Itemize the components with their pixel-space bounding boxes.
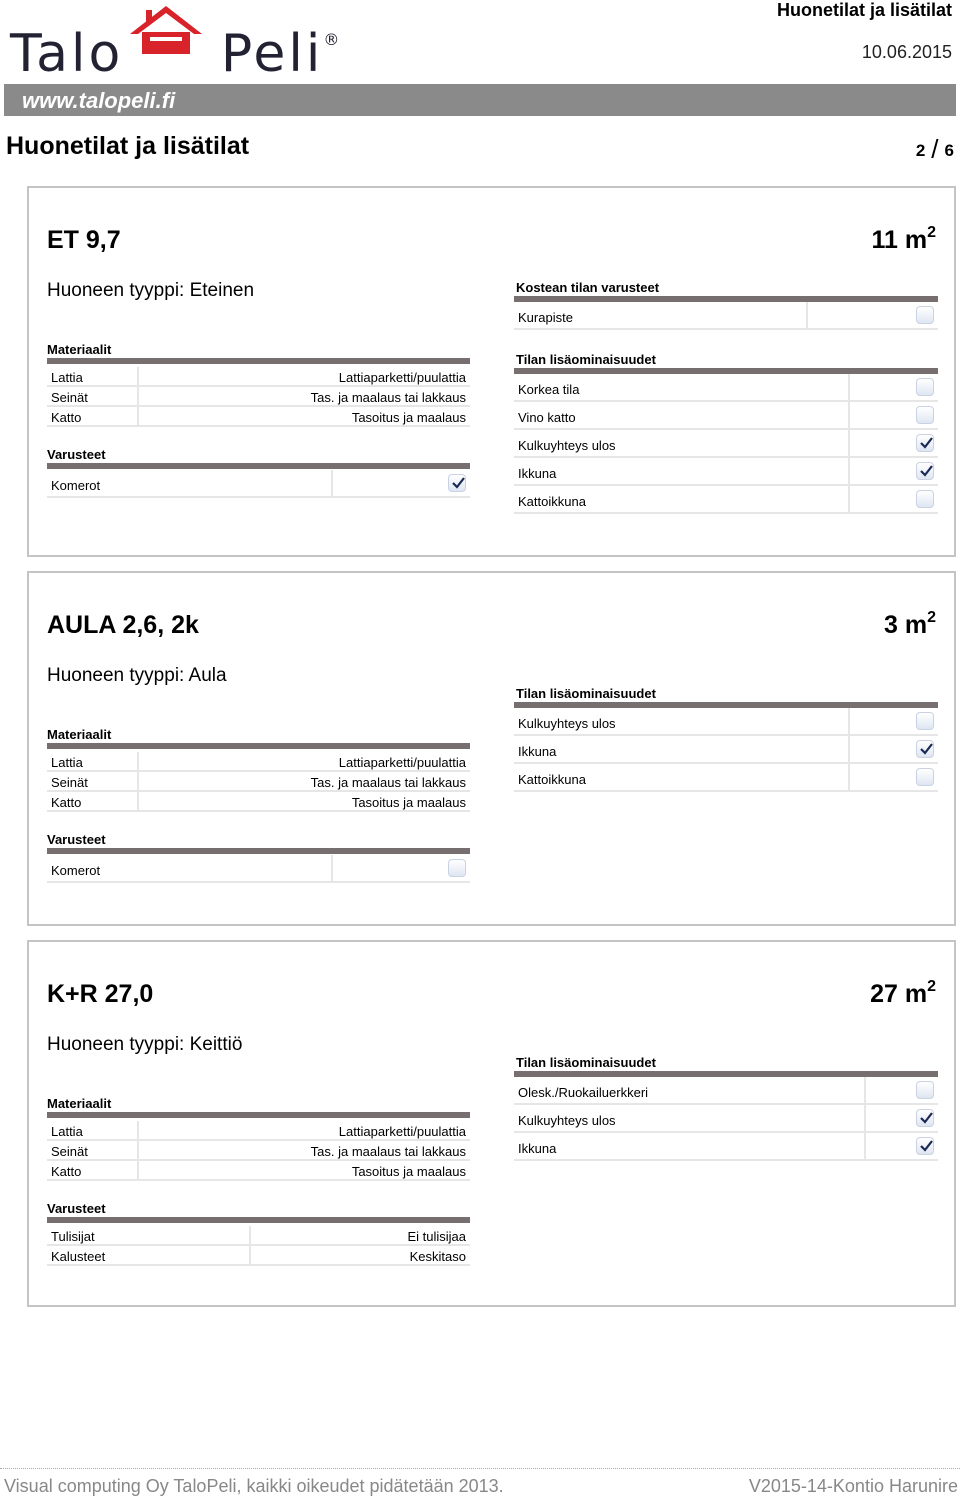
page-header [0, 0, 960, 120]
extra-row: Ikkuna [514, 458, 938, 486]
page-footer [0, 1468, 960, 1497]
checkmark-icon [918, 463, 934, 479]
equipment-row: Tulisijat Ei tulisijaa [47, 1226, 470, 1246]
wet-row: Kurapiste [514, 302, 938, 330]
extra-row: Ikkuna [514, 736, 938, 764]
section-bar [47, 1112, 470, 1118]
extra-row: Kulkuyhteys ulos [514, 708, 938, 736]
room-name: K+R 27,0 [47, 980, 154, 1008]
checkbox[interactable] [916, 378, 934, 396]
checkbox-checked[interactable] [916, 1137, 934, 1155]
equipment-row: Kalusteet Keskitaso [47, 1246, 470, 1266]
material-row: Seinät Tas. ja maalaus tai lakkaus [47, 1141, 470, 1161]
checkbox[interactable] [448, 859, 466, 877]
equipment-row: Komerot [47, 470, 470, 498]
checkbox[interactable] [916, 306, 934, 324]
extra-row: Kulkuyhteys ulos [514, 430, 938, 458]
extra-row: Korkea tila [514, 374, 938, 402]
materials-heading: Materiaalit [47, 727, 112, 742]
equipment-heading: Varusteet [47, 1201, 106, 1216]
copyright-text: Visual computing Oy TaloPeli, kaikki oikeudet pidätetään 2013. [4, 1476, 504, 1496]
materials-heading: Materiaalit [47, 342, 112, 357]
extras-heading: Tilan lisäominaisuudet [516, 686, 656, 701]
section-bar [47, 1217, 470, 1223]
room-name: AULA 2,6, 2k [47, 611, 199, 639]
room-card [27, 186, 956, 557]
equipment-heading: Varusteet [47, 832, 106, 847]
equipment-heading: Varusteet [47, 447, 106, 462]
talopeli-logo [10, 4, 343, 84]
checkbox[interactable] [916, 712, 934, 730]
extra-row: Kattoikkuna [514, 764, 938, 792]
extras-heading: Tilan lisäominaisuudet [516, 1055, 656, 1070]
room-type: Huoneen tyyppi: Eteinen [47, 280, 255, 301]
room-area: 11 $m^2$ [871, 224, 936, 254]
website-link[interactable]: www.talopeli.fi [22, 88, 176, 113]
version-text: V2015-14-Kontio Harunire [748, 1476, 958, 1496]
material-row: Lattia Lattiaparketti/puulattia [47, 367, 470, 387]
extras-heading: Tilan lisäominaisuudet [516, 352, 656, 367]
section-bar [47, 358, 470, 364]
checkbox[interactable] [916, 768, 934, 786]
checkbox-checked[interactable] [916, 1109, 934, 1127]
document-date: 10.06.2015 [861, 42, 952, 62]
room-card [27, 571, 956, 926]
room-area: 3 $m^2$ [884, 609, 936, 639]
checkmark-icon [918, 741, 934, 757]
checkmark-icon [918, 435, 934, 451]
material-row: Seinät Tas. ja maalaus tai lakkaus [47, 772, 470, 792]
extra-row: Olesk./Ruokailuerkkeri [514, 1077, 938, 1105]
url-banner [4, 84, 956, 116]
page-total: 6 [944, 141, 954, 160]
equipment-row: Komerot [47, 855, 470, 883]
room-card [27, 940, 956, 1307]
material-row: Seinät Tas. ja maalaus tai lakkaus [47, 387, 470, 407]
extra-row: Kulkuyhteys ulos [514, 1105, 938, 1133]
page-number [916, 132, 954, 163]
room-area: 27 $m^2$ [870, 978, 936, 1008]
materials-heading: Materiaalit [47, 1096, 112, 1111]
checkmark-icon [450, 475, 466, 491]
wet-equipment-heading: Kostean tilan varusteet [516, 280, 660, 295]
checkbox-checked[interactable] [448, 474, 466, 492]
material-row: Lattia Lattiaparketti/puulattia [47, 1121, 470, 1141]
checkbox-checked[interactable] [916, 462, 934, 480]
room-type: Huoneen tyyppi: Keittiö [47, 1034, 243, 1055]
page-separator: / [931, 134, 939, 164]
checkmark-icon [918, 1138, 934, 1154]
page-current: 2 [915, 141, 926, 160]
section-bar [47, 463, 470, 469]
section-bar [47, 848, 470, 854]
checkbox[interactable] [916, 1081, 934, 1099]
checkbox-checked[interactable] [916, 740, 934, 758]
document-title: Huonetilat ja lisätilat [776, 0, 952, 20]
extra-row: Vino katto [514, 402, 938, 430]
material-row: Katto Tasoitus ja maalaus [47, 792, 470, 812]
logo-wordmark: Talo Peli® [10, 24, 343, 84]
room-type: Huoneen tyyppi: Aula [47, 665, 227, 686]
extra-row: Ikkuna [514, 1133, 938, 1161]
material-row: Lattia Lattiaparketti/puulattia [47, 752, 470, 772]
checkbox[interactable] [916, 406, 934, 424]
checkbox[interactable] [916, 490, 934, 508]
checkmark-icon [918, 1110, 934, 1126]
extra-row: Kattoikkuna [514, 486, 938, 514]
section-bar [47, 743, 470, 749]
material-row: Katto Tasoitus ja maalaus [47, 1161, 470, 1181]
room-name: ET 9,7 [47, 226, 121, 254]
material-row: Katto Tasoitus ja maalaus [47, 407, 470, 427]
checkbox-checked[interactable] [916, 434, 934, 452]
page-title: Huonetilat ja lisätilat [6, 132, 250, 160]
